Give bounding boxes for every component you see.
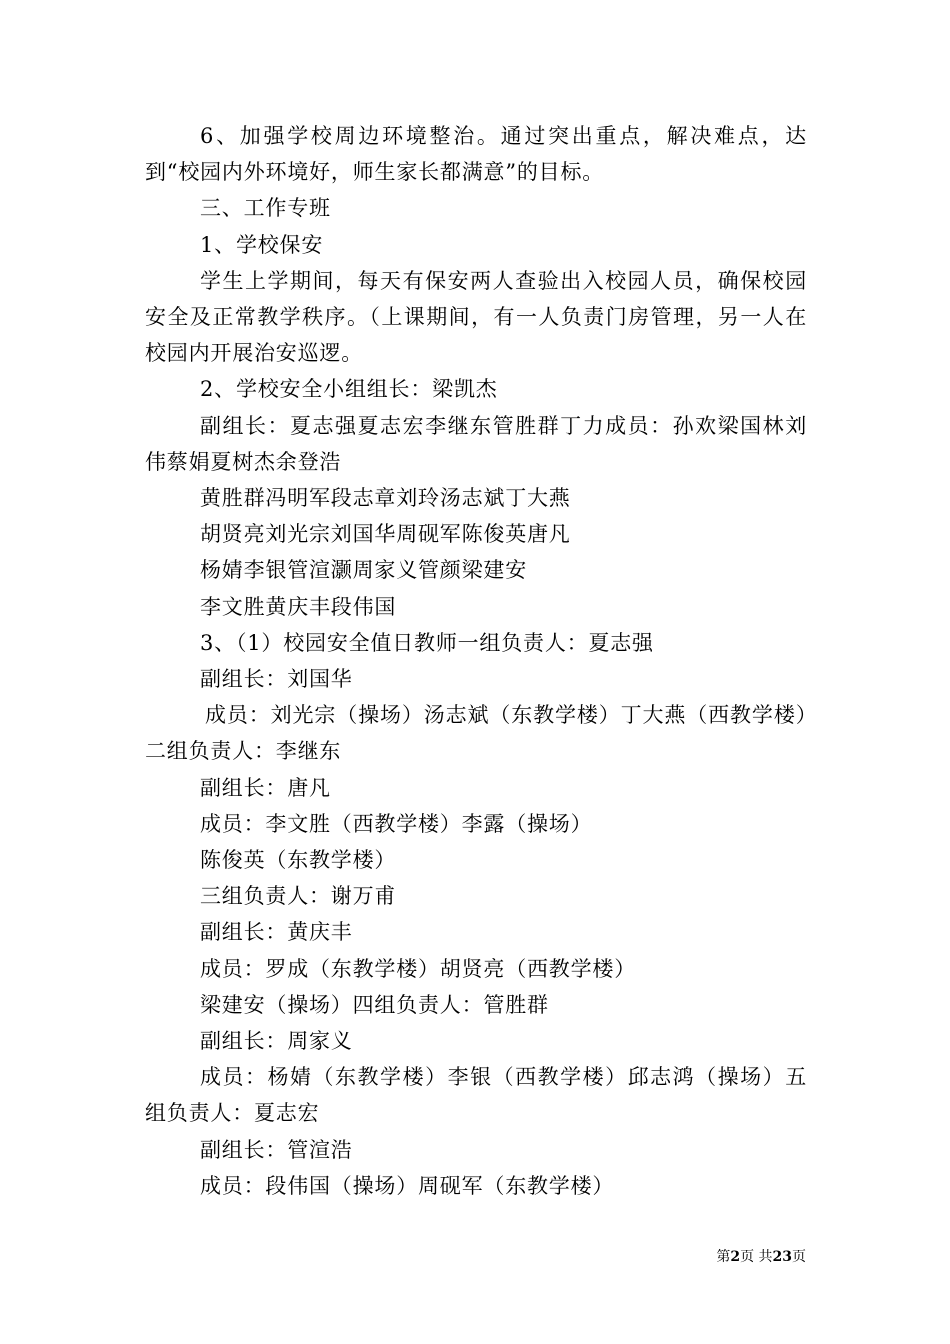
paragraph-group-4-leader: 梁建安（操场）四组负责人：管胜群 [200, 992, 549, 1017]
paragraph-group-4-deputy: 副组长：周家义 [200, 1029, 353, 1054]
paragraph-deputy-leaders-members: 副组长：夏志强夏志宏李继东管胜群丁力成员：孙欢梁国林刘伟蔡娟夏树杰余登浩 [145, 413, 807, 474]
page-footer [716, 1248, 806, 1266]
paragraph-group-3-leader: 三组负责人：谢万甫 [200, 884, 397, 909]
footer-suffix: 页 [792, 1249, 806, 1265]
footer-current-page: 2 [730, 1249, 741, 1265]
section-heading-work-team: 三、工作专班 [200, 196, 331, 221]
footer-middle: 页 共 [740, 1249, 773, 1265]
paragraph-group-5-deputy: 副组长：管渲浩 [200, 1137, 353, 1162]
paragraph-group-1-deputy: 副组长：刘国华 [200, 667, 353, 692]
paragraph-members-line-3: 杨婧李银管渲灏周家义管颜梁建安 [200, 558, 527, 583]
paragraph-members-line-4: 李文胜黄庆丰段伟国 [200, 594, 397, 619]
paragraph-duty-group-1: 3、（1）校园安全值日教师一组负责人：夏志强 [200, 630, 654, 655]
paragraph-members-line-1: 黄胜群冯明军段志章刘玲汤志斌丁大燕 [200, 486, 571, 511]
paragraph-group-3-deputy: 副组长：黄庆丰 [200, 920, 353, 945]
paragraph-group-2-members: 成员：李文胜（西教学楼）李露（操场） [200, 811, 593, 836]
paragraph-group-1-members: 成员：刘光宗（操场）汤志斌（东教学楼）丁大燕（西教学楼）二组负责人：李继东 [145, 703, 807, 764]
document-body [145, 118, 807, 1204]
paragraph-security-duty: 学生上学期间，每天有保安两人查验出入校园人员，确保校园安全及正常教学秩序。（上课期间，有一人负责门房管理，另一人在校园内开展治安巡逻。 [145, 268, 807, 366]
paragraph-group-2-deputy: 副组长：唐凡 [200, 775, 331, 800]
footer-total-pages: 23 [772, 1249, 792, 1265]
paragraph-safety-group-leader: 2、学校安全小组组长：梁凯杰 [200, 377, 498, 402]
paragraph-1: 6、加强学校周边环境整治。通过突出重点，解决难点，达到“校园内外环境好，师生家长都满意”的目标。 [145, 124, 807, 185]
paragraph-group-5-members: 成员：段伟国（操场）周砚军（东教学楼） [200, 1173, 615, 1198]
subheading-school-security: 1、学校保安 [200, 232, 324, 257]
footer-prefix: 第 [716, 1249, 731, 1265]
paragraph-group-4-members: 成员：杨婧（东教学楼）李银（西教学楼）邱志鸿（操场）五组负责人：夏志宏 [145, 1065, 807, 1126]
paragraph-group-2-members-cont: 陈俊英（东教学楼） [200, 848, 397, 873]
paragraph-group-3-members: 成员：罗成（东教学楼）胡贤亮（西教学楼） [200, 956, 636, 981]
paragraph-members-line-2: 胡贤亮刘光宗刘国华周砚军陈俊英唐凡 [200, 522, 571, 547]
